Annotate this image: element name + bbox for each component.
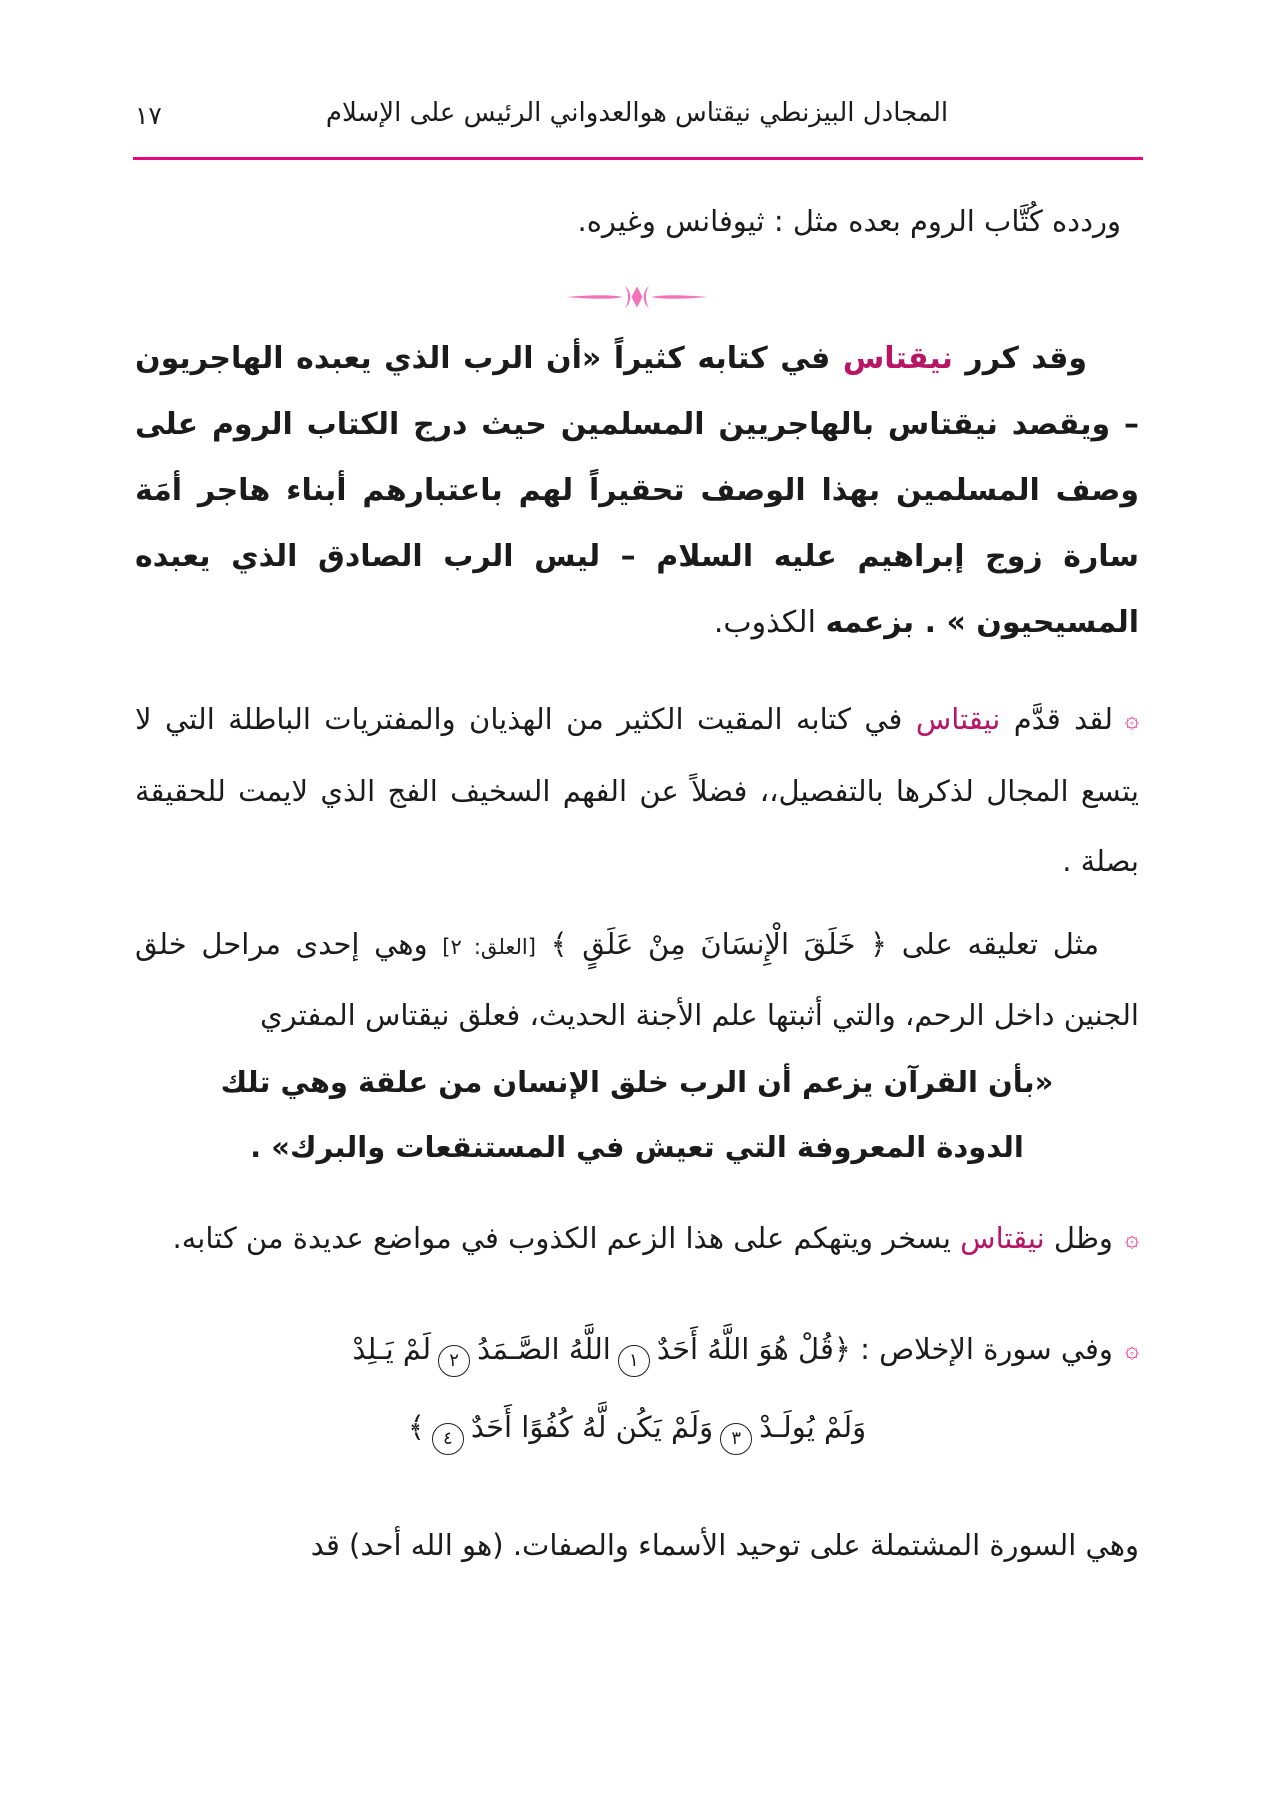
quran-verse-3a: لَمْ يَـلِدْ: [352, 1332, 432, 1366]
para5-rest: يسخر ويتهكم على هذا الزعم الكذوب في مواضع عديدة من كتابه.: [172, 1221, 961, 1255]
ayah-number-2: ٢: [438, 1345, 470, 1377]
para3-lead: لقد قدَّم: [1000, 702, 1113, 736]
ayah-number-1: ١: [618, 1345, 650, 1377]
block-quote-line2: الدودة المعروفة التي تعيش في المستنقعات والبرك» .: [250, 1130, 1024, 1164]
ayah-number-4: ٤: [432, 1423, 464, 1455]
paragraph-fabrications: [135, 684, 1139, 896]
para3-rest: في كتابه المقيت الكثير من الهذيان والمفتريات الباطلة التي لا يتسع المجال لذكرها بالتفصيل،، فضلاً عن الفهم السخيف الفج الذي لايمت للحقيقة بصلة .: [135, 702, 1139, 878]
quran-verse-2: اللَّهُ الصَّـمَدُ: [477, 1332, 611, 1366]
block-quote-line1: «بأن القرآن يزعم أن الرب خلق الإنسان من علقة وهي تلك: [220, 1065, 1054, 1099]
page-number: ١٧: [135, 101, 162, 130]
rub-el-hizb-bullet-icon: ۞: [1124, 705, 1139, 733]
verse-reference: [العلق: ٢]: [442, 935, 536, 959]
quran-closing-bracket: ﴾: [407, 1410, 425, 1444]
ayah-number-3: ٣: [720, 1423, 752, 1455]
paragraph-mockery: [135, 1203, 1139, 1275]
para4-lead: مثل تعليقه على: [887, 927, 1100, 961]
header-rule: [133, 157, 1143, 160]
ikhlas-intro: وفي سورة الإخلاص :: [850, 1332, 1113, 1366]
ikhlas-line1: [135, 1311, 1139, 1389]
quran-verse-alaq: ﴿ خَلَقَ الْإِنسَانَ مِنْ عَلَقٍ ﴾: [535, 927, 888, 961]
niketas-name-highlight: نيقتاس: [842, 341, 953, 376]
quran-verse-3b: وَلَمْ يُولَـدْ: [759, 1410, 867, 1444]
para5-lead: وظل: [1044, 1221, 1113, 1255]
paragraph-continuation: وردده كُتَّاب الروم بعده مثل : ثيوفانس وغيره.: [577, 204, 1121, 238]
quran-verse-4: وَلَمْ يَكُن لَّهُ كُفُوًا أَحَدٌ: [470, 1410, 714, 1444]
para4-rest: وهي إحدى مراحل خلق الجنين داخل الرحم، والتي أثبتها علم الأجنة الحديث، فعلق نيقتاس المفتري: [135, 927, 1139, 1032]
page-header: [135, 98, 1139, 138]
rub-el-hizb-bullet-icon: ۞: [1124, 1335, 1139, 1363]
running-head-title: المجادل البيزنطي نيقتاس هوالعدواني الرئيس على الإسلام: [325, 98, 949, 128]
section-divider-ornament: [562, 282, 712, 312]
paragraph-surah-ikhlas: [135, 1311, 1139, 1465]
para2-lead: وقد كرر: [952, 341, 1087, 376]
niketas-name-highlight: نيقتاس: [960, 1221, 1045, 1255]
para2-tail: الكذوب.: [713, 605, 826, 640]
niketas-name-highlight: نيقتاس: [915, 702, 1001, 736]
quran-verse-1: ﴿قُلْ هُوَ اللَّهُ أَحَدٌ: [656, 1332, 851, 1366]
rub-el-hizb-bullet-icon: ۞: [1124, 1224, 1139, 1252]
page-body: [135, 184, 1139, 1579]
para2-bold-quote: في كتابه كثيراً «أن الرب الذي يعبده الهاجريون – ويقصد نيقتاس بالهاجريين المسلمين حيث درج الكتاب الروم على وصف المسلمين بهذا الوصف تحقيراً لهم باعتبارهم أبناء هاجر أمَة سارة زوج إبراهيم عليه السلام – ليس الرب الصادق الذي يعبده المسيحيون » . بزعمه: [135, 341, 1139, 640]
paragraph-quote-hagarenes: [135, 326, 1139, 656]
ikhlas-line2: [135, 1389, 1139, 1465]
paragraph-alaq-comment: [135, 910, 1139, 1049]
paragraph-closing: وهي السورة المشتملة على توحيد الأسماء والصفات. (هو الله أحد) قد: [310, 1528, 1139, 1562]
